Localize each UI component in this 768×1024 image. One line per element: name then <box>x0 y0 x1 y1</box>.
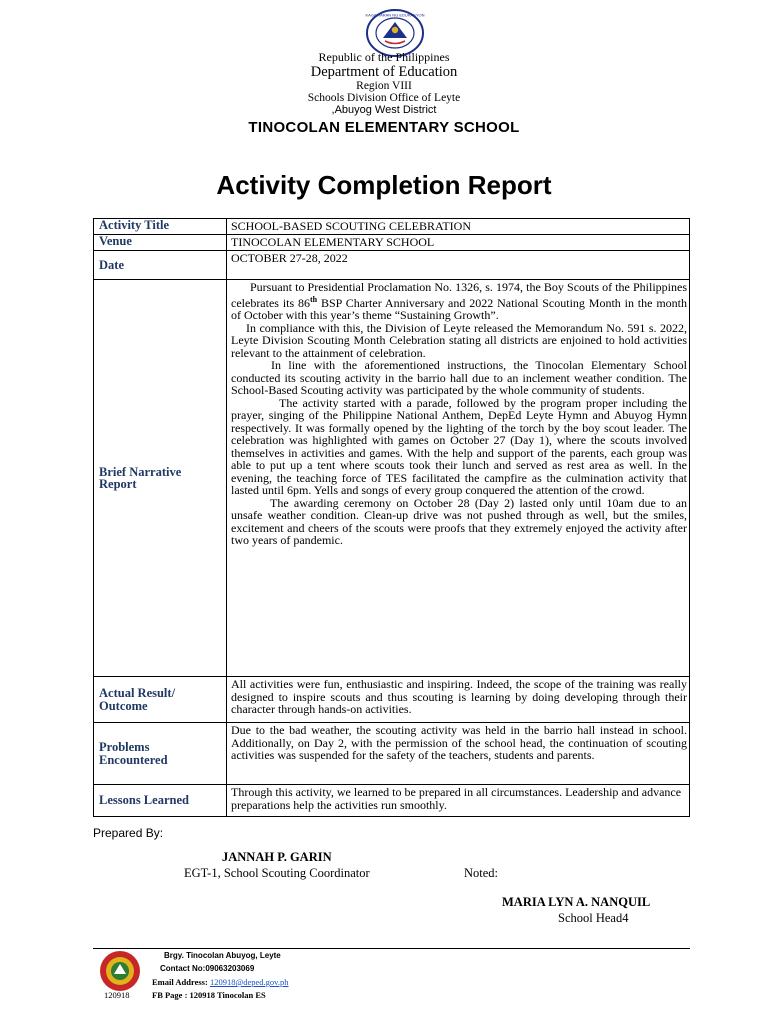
table-row <box>94 235 690 251</box>
narrative-paragraph-3: In line with the aforementioned instructions, the Tinocolan Elementary School conducted its scouting activity in the barrio hall due to an inclement weather condition. The School-Based Scouting activity was participated by the whole community of students. <box>231 358 687 397</box>
school-name: TINOCOLAN ELEMENTARY SCHOOL <box>248 119 520 136</box>
problems-value: Due to the bad weather, the scouting activity was held in the barrio hall instead in school. Additionally, on Day 2, with the permission of the school head, the continuation of scouting activities was suspended for the safety of the teachers, students and parents. <box>227 723 690 785</box>
narrative-paragraph-4: The activity started with a parade, followed by the program proper including the prayer, singing of the Philippine National Anthem, DepEd Leyte Hymn and Abuyog Hymn respectively. It was formally opened by the lighting of the torch by the boy scout leader. The celebration was highlighted with games on October 27 (Day 1), where the scouts involved themselves in activities and games. With the help and support of the parents, each group was able to put up a tent where scouts took their lunch and served as rest area as well. In the evening, the teaching force of TES facilitated the campfire as the culmination activity that lasted until 6pm. Yells and songs of every group conquered the attention of the crowd. <box>231 395 687 497</box>
date-label: Date <box>94 251 227 280</box>
result-value: All activities were fun, enthusiastic and inspiring. Indeed, the scope of the training was really designed to inspire scouts and thus scouting is learning by doing developing through their character through hands-on activities. <box>227 677 690 723</box>
narrative-text <box>227 280 690 677</box>
footer-email: Email Address: 120918@deped.gov.ph <box>152 977 289 987</box>
republic-line: Republic of the Philippines <box>318 50 450 64</box>
narrative-label-line2: Report <box>99 477 137 491</box>
footer-divider <box>93 948 690 949</box>
table-row <box>94 219 690 235</box>
school-head-name: MARIA LYN A. NANQUIL <box>502 895 651 909</box>
footer-address: Brgy. Tinocolan Abuyog, Leyte <box>164 951 281 960</box>
activity-title-value: SCHOOL-BASED SCOUTING CELEBRATION <box>227 219 690 235</box>
venue-value: TINOCOLAN ELEMENTARY SCHOOL <box>227 235 690 251</box>
problems-label: Problems Encountered <box>94 723 227 785</box>
email-link[interactable]: 120918@deped.gov.ph <box>209 977 289 987</box>
district-line: ,Abuyog West District <box>331 104 437 116</box>
lessons-label: Lessons Learned <box>94 785 227 817</box>
table-row <box>94 251 690 280</box>
seal-text: KAGAWARAN NG EDUKASYON <box>365 12 425 18</box>
narrative-label <box>94 280 227 677</box>
footer-fb-page: FB Page : 120918 Tinocolan ES <box>152 990 266 1000</box>
region-line: Region VIII <box>356 80 412 92</box>
department-line: Department of Education <box>310 64 458 80</box>
table-row <box>94 723 690 785</box>
school-id: 120918 <box>104 990 130 1000</box>
school-logo-icon <box>98 949 142 993</box>
venue-label: Venue <box>94 235 227 251</box>
preparer-title: EGT-1, School Scouting Coordinator <box>184 866 370 880</box>
date-value: OCTOBER 27-28, 2022 <box>227 251 690 280</box>
narrative-paragraph-2: In compliance with this, the Division of Leyte released the Memorandum No. 591 s. 2022, Leyte Division Scouting Month Celebration stating all districts are enjoined to hold activities relevant to the attainment of celebration. <box>231 320 687 360</box>
page-title: Activity Completion Report <box>216 170 552 200</box>
activity-title-label: Activity Title <box>94 219 227 235</box>
lessons-value: Through this activity, we learned to be prepared in all circumstances. Leadership and advance preparations help the activities run smoothly. <box>227 785 690 817</box>
school-head-title: School Head4 <box>558 911 629 925</box>
narrative-paragraph-1: Pursuant to Presidential Proclamation No. 1326, s. 1974, the Boy Scouts of the Philippines celebrates its 86th BSP Charter Anniversary and 2022 National Scouting Month in the month of October with this year’s theme “Sustaining Growth”. <box>231 280 687 322</box>
preparer-name: JANNAH P. GARIN <box>222 850 332 864</box>
noted-label: Noted: <box>464 866 499 880</box>
footer-contact: Contact No:09063203069 <box>160 964 255 973</box>
table-row <box>94 280 690 677</box>
prepared-by-label: Prepared By: <box>93 826 164 840</box>
division-line: Schools Division Office of Leyte <box>307 92 461 104</box>
table-row <box>94 677 690 723</box>
narrative-label-line1: Brief Narrative <box>99 464 182 479</box>
table-row <box>94 785 690 817</box>
narrative-paragraph-5: The awarding ceremony on October 28 (Day 2) lasted only until 10am due to an unsafe weather condition. Clean-up drive was not pushed through as well, but the smiles, excitement and cheers of the scouts were proofs that they extremely enjoyed the activity after two years of pandemic. <box>231 495 687 547</box>
activity-report-table <box>93 218 690 817</box>
result-label: Actual Result/ Outcome <box>94 677 227 723</box>
